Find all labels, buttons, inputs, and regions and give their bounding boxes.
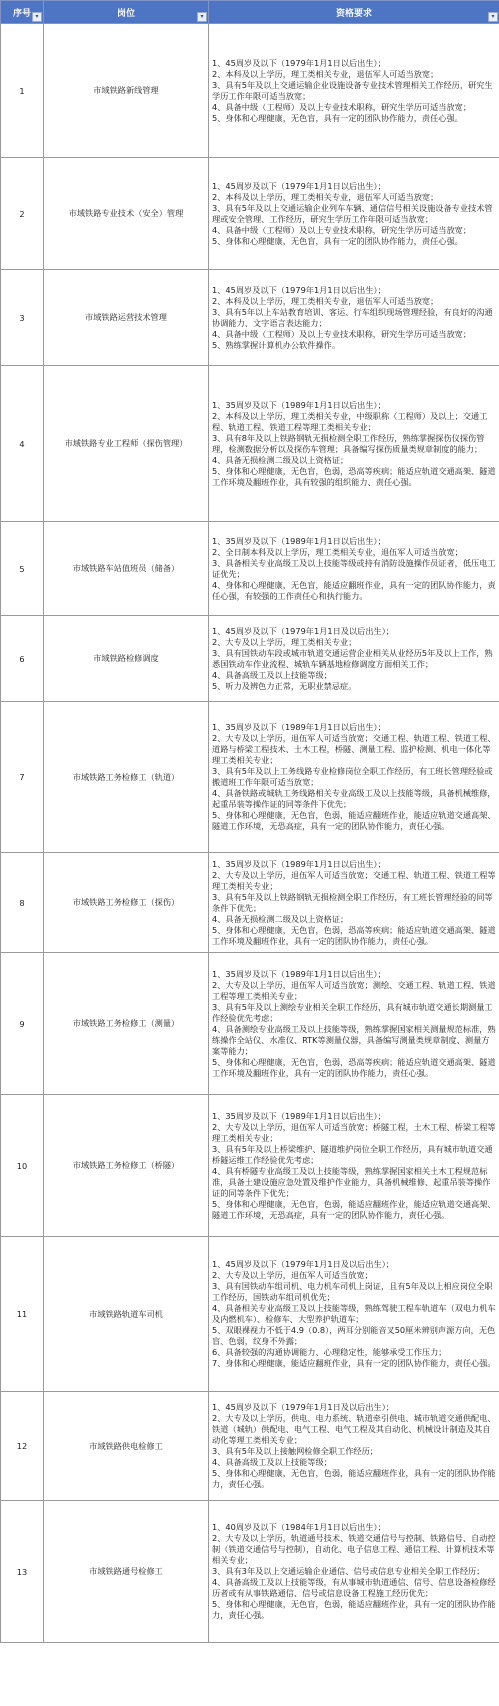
- position-cell: 市域铁路检修调度: [44, 616, 209, 702]
- requirements-cell: 1、35周岁及以下（1989年1月1日以后出生）； 2、大专及以上学历，退伍军人可适当放宽；桥隧工程，土木工程、桥梁工程等理工类相关专业； 3、具有5年及以上桥梁维护、隧道维护岗位全职工作经历，具有城市轨道交通桥隧运维工作经验优先考虑； 4、具有桥隧专业高级工及以上技能等级，熟练掌握国家相关土木工程规范标准，具备土建设施应急处置及维护作业能力，具备机械维修、起重吊装等操作证的同等条件下优先； 5、身体和心理健康，无色盲，色弱，能适应翻班作业，能适应轨道交通高架、隧道工作环境，无恐高症，具有一定的团队协作能力，责任心强。: [209, 1095, 499, 1237]
- filter-dropdown-icon[interactable]: ▾: [488, 12, 498, 22]
- position-cell: 市域铁路轨道车司机: [44, 1237, 209, 1392]
- table-row: [1, 158, 499, 270]
- seq-cell: 9: [1, 953, 44, 1095]
- requirements-cell: 1、45周岁及以下（1979年1月1日以后出生）； 2、本科及以上学历，理工类相关专业，退伍军人可适当放宽； 3、具有5年及以上交通运输企业设施设备专业技术管理相关工作经历，研究生学历工作年限可适当放宽； 4、具备中级（工程师）及以上专业技术职称，研究生学历可适当放宽； 5、身体和心理健康，无色盲，具有一定的团队协作能力，责任心强。: [209, 24, 499, 158]
- seq-cell: 13: [1, 1501, 44, 1643]
- position-cell: 市域铁路专业工程师（探伤管理）: [44, 366, 209, 522]
- position-cell: 市域铁路工务检修工（探伤）: [44, 853, 209, 953]
- seq-cell: 5: [1, 522, 44, 616]
- table-row: [1, 1392, 499, 1501]
- seq-cell: 1: [1, 24, 44, 158]
- header-position[interactable]: [44, 1, 209, 24]
- position-cell: 市域铁路通号检修工: [44, 1501, 209, 1643]
- header-seq[interactable]: [1, 1, 44, 24]
- requirements-cell: 1、45周岁及以下（1979年1月1日以后出生）； 2、本科及以上学历，理工类相关专业，退伍军人可适当放宽； 3、具有5年及以上交通运输企业列车车辆、通信信号相关设施设备专业技术管理或安全管理、工作经历，研究生学历工作年限可适当放宽； 4、具备中级（工程师）及以上专业技术职称，研究生学历可适当放宽； 5、身体和心理健康，无色盲，具有一定的团队协作能力，责任心强。: [209, 158, 499, 270]
- position-cell: 市域铁路专业技术（安全）管理: [44, 158, 209, 270]
- requirements-cell: 1、45周岁及以下（1979年1月1日以后出生）； 2、本科及以上学历，理工类相关专业，退伍军人可适当放宽； 3、具有5年以上车站教育培训、客运、行车组织现场管理经验，有良好的沟通协调能力、文字语言表达能力； 4、具备中级（工程师）及以上专业技术职称，研究生学历可适当放宽； 5、熟练掌握计算机办公软件操作。: [209, 270, 499, 366]
- requirements-cell: 1、35周岁及以下（1989年1月1日以后出生）； 2、本科及以上学历，理工类相关专业，中级职称（工程师）及以上；交通工程、轨道工程、铁道工程等理工类相关专业； 3、具有8年及以上铁路钢轨无损检测全职工作经历，熟练掌握探伤仪探伤管理，检测数据分析以及探伤车管理；具备编写探伤质量类规章制度的能力； 4、具备无损检测二级及以上资格证； 5、身体和心理健康，无色盲，色弱，恐高等疾病；能适应轨道交通高架、隧道工作环境及翻班作业，具有较强的组织能力、责任心强。: [209, 366, 499, 522]
- seq-cell: 3: [1, 270, 44, 366]
- requirements-cell: 1、35周岁及以下（1989年1月1日以后出生）； 2、大专及以上学历，退伍军人可适当放宽；交通工程、轨道工程、铁道工程等理工类相关专业； 3、具有5年及以上铁路钢轨无损检测全职工作经历，有工班长管理经验的同等条件下优先； 4、具备无损检测二级及以上资格证； 5、身体和心理健康，无色盲，色弱，恐高等疾病；能适应轨道交通高架、隧道工作环境及翻班作业，具有一定的团队协作能力，责任心强。: [209, 853, 499, 953]
- requirements-cell: 1、45周岁及以下（1979年1月1日及以后出生）； 2、大专及以上学历，供电、电力系统、轨道牵引供电、城市轨道交通供配电、铁道（城轨）供配电、电气工程、电气工程及其自动化、机械设计制造及其自动化等理工类相关专业； 3、具有5年及以上接触网检修全职工作经历； 4、具备高级工及以上技能等级； 5、身体和心理健康，无色盲，色弱，能适应翻班作业，具有一定的团队协作能力，责任心强。: [209, 1392, 499, 1501]
- position-cell: 市域铁路工务检修工（测量）: [44, 953, 209, 1095]
- table-row: [1, 1237, 499, 1392]
- table-row: [1, 953, 499, 1095]
- seq-cell: 7: [1, 702, 44, 853]
- position-cell: 市域铁路车站值班员（储备）: [44, 522, 209, 616]
- seq-cell: 4: [1, 366, 44, 522]
- header-position-label: 岗位: [116, 8, 135, 19]
- seq-cell: 2: [1, 158, 44, 270]
- requirements-cell: 1、40周岁及以下（1984年1月1日以后出生）； 2、大专及以上学历，轨道通号技术、铁道交通信号与控制、铁路信号、自动控制（铁道交通信号与控制），自动化、电子信息工程、通信工程、计算机技术等相关专业； 3、具有3年及以上交通运输企业通信、信号或信息专业相关全职工作经历； 4、具备高级工及以上技能等级，有从事城市轨道通信、信号、信息设备检修经历者或有从事铁路通信、信号或信息设备工程施工经历优先； 5、身体和心理健康，无色盲，色弱，能适应翻班作业，具有一定的团队协作能力，责任心强。: [209, 1501, 499, 1643]
- requirements-cell: 1、35周岁及以下（1989年1月1日以后出生）； 2、大专及以上学历，退伍军人可适当放宽；交通工程、轨道工程、铁道工程、道路与桥梁工程技术、土木工程，桥隧、测量工程、监护检测、机电一体化等理工类相关专业； 3、具有5年及以上工务线路专业检修岗位全职工作经历，有工班长管理经验或搬道班工作年限可适当放宽； 4、具备铁路或城轨工务线路相关专业高级工及以上技能等级，具备机械维修，起重吊装等操作证的同等条件下优先； 5、身体和心理健康，无色盲，色弱，能适应翻班作业，能适应轨道交通高架、隧道工作环境，无恐高症，具有一定的团队协作能力，责任心强。: [209, 702, 499, 853]
- position-cell: 市域铁路运营技术管理: [44, 270, 209, 366]
- requirements-cell: 1、35周岁及以下（1989年1月1日以后出生）； 2、大专及以上学历，退伍军人可适当放宽；测绘、交通工程、轨道工程、铁道工程等理工类相关专业； 3、具有5年及以上测绘专业相关全职工作经历，具有城市轨道交通长期测量工作经验优先考虑； 4、具备测绘专业高级工及以上技能等级，熟练掌握国家相关测量规范标准，熟练操作全站仪、水准仪、RTK等测量仪器，具备编写测量类规章制度、测量方案等能力； 5、身体和心理健康，无色盲，色弱，恐高等疾病；能适应轨道交通高架、隧道工作环境及翻班作业，具有一定的团队协作能力，责任心强。: [209, 953, 499, 1095]
- filter-dropdown-icon[interactable]: ▾: [32, 12, 42, 22]
- seq-cell: 8: [1, 853, 44, 953]
- requirements-cell: 1、45周岁及以下（1979年1月1日及以后出生）； 2、大专及以上学历，理工类相关专业； 3、具有国铁动车段或城市轨道交通运营企业相关从业经历5年及以上工作，熟悉国铁动车作业流程、城轨车辆基地检修调度方面相关工作； 4、具备高级工及以上技能等级； 5、听力及辨色力正常，无职业禁忌症。: [209, 616, 499, 702]
- table-row: [1, 616, 499, 702]
- seq-cell: 12: [1, 1392, 44, 1501]
- position-cell: 市域铁路工务检修工（桥隧）: [44, 1095, 209, 1237]
- seq-cell: 10: [1, 1095, 44, 1237]
- table-row: [1, 702, 499, 853]
- table-row: [1, 366, 499, 522]
- header-seq-label: 序号: [12, 8, 31, 19]
- table-row: [1, 270, 499, 366]
- requirements-cell: 1、45周岁及以下（1979年1月1日及以后出生）； 2、大专及以上学历，退伍军人可适当放宽； 3、具有国铁动车组司机、电力机车司机上岗证，且有5年及以上相应岗位全职工作经历，国铁动车组司机优先； 4、具备相关专业高级工及以上技能等级，熟练驾驶工程车轨道车（双电力机车及内燃机车）、检修车、大型养护轨道车； 5、双眼裸视力不低于4.9（0.8），两耳分别能音叉50厘米辨别声源方向，无色盲、色弱，纹身不外露； 6、具备较强的沟通协调能力、心理稳定性，能够承受工作压力； 7、身体和心理健康，能适应翻班作业，具有一定的团队协作能力，责任心强。: [209, 1237, 499, 1392]
- header-row: [1, 1, 499, 24]
- header-requirements[interactable]: [209, 1, 499, 24]
- header-requirements-label: 资格要求: [335, 8, 372, 19]
- table-row: [1, 1095, 499, 1237]
- table-row: [1, 853, 499, 953]
- filter-dropdown-icon[interactable]: ▾: [197, 12, 207, 22]
- position-cell: 市域铁路工务检修工（轨道）: [44, 702, 209, 853]
- seq-cell: 11: [1, 1237, 44, 1392]
- table-row: [1, 522, 499, 616]
- table-row: [1, 1501, 499, 1643]
- position-cell: 市域铁路供电检修工: [44, 1392, 209, 1501]
- seq-cell: 6: [1, 616, 44, 702]
- requirements-cell: 1、35周岁及以下（1989年1月1日以后出生）； 2、全日制本科及以上学历，理工类相关专业，退伍军人可适当放宽； 3、具备相关专业高级工及以上技能等级或持有消防设施操作员证者，低压电工证优先； 4、身体和心理健康，无色盲，能适应翻班作业，具有一定的团队协作能力，责任心强，有较强的工作责任心和执行能力。: [209, 522, 499, 616]
- table-row: [1, 24, 499, 158]
- position-cell: 市域铁路新线管理: [44, 24, 209, 158]
